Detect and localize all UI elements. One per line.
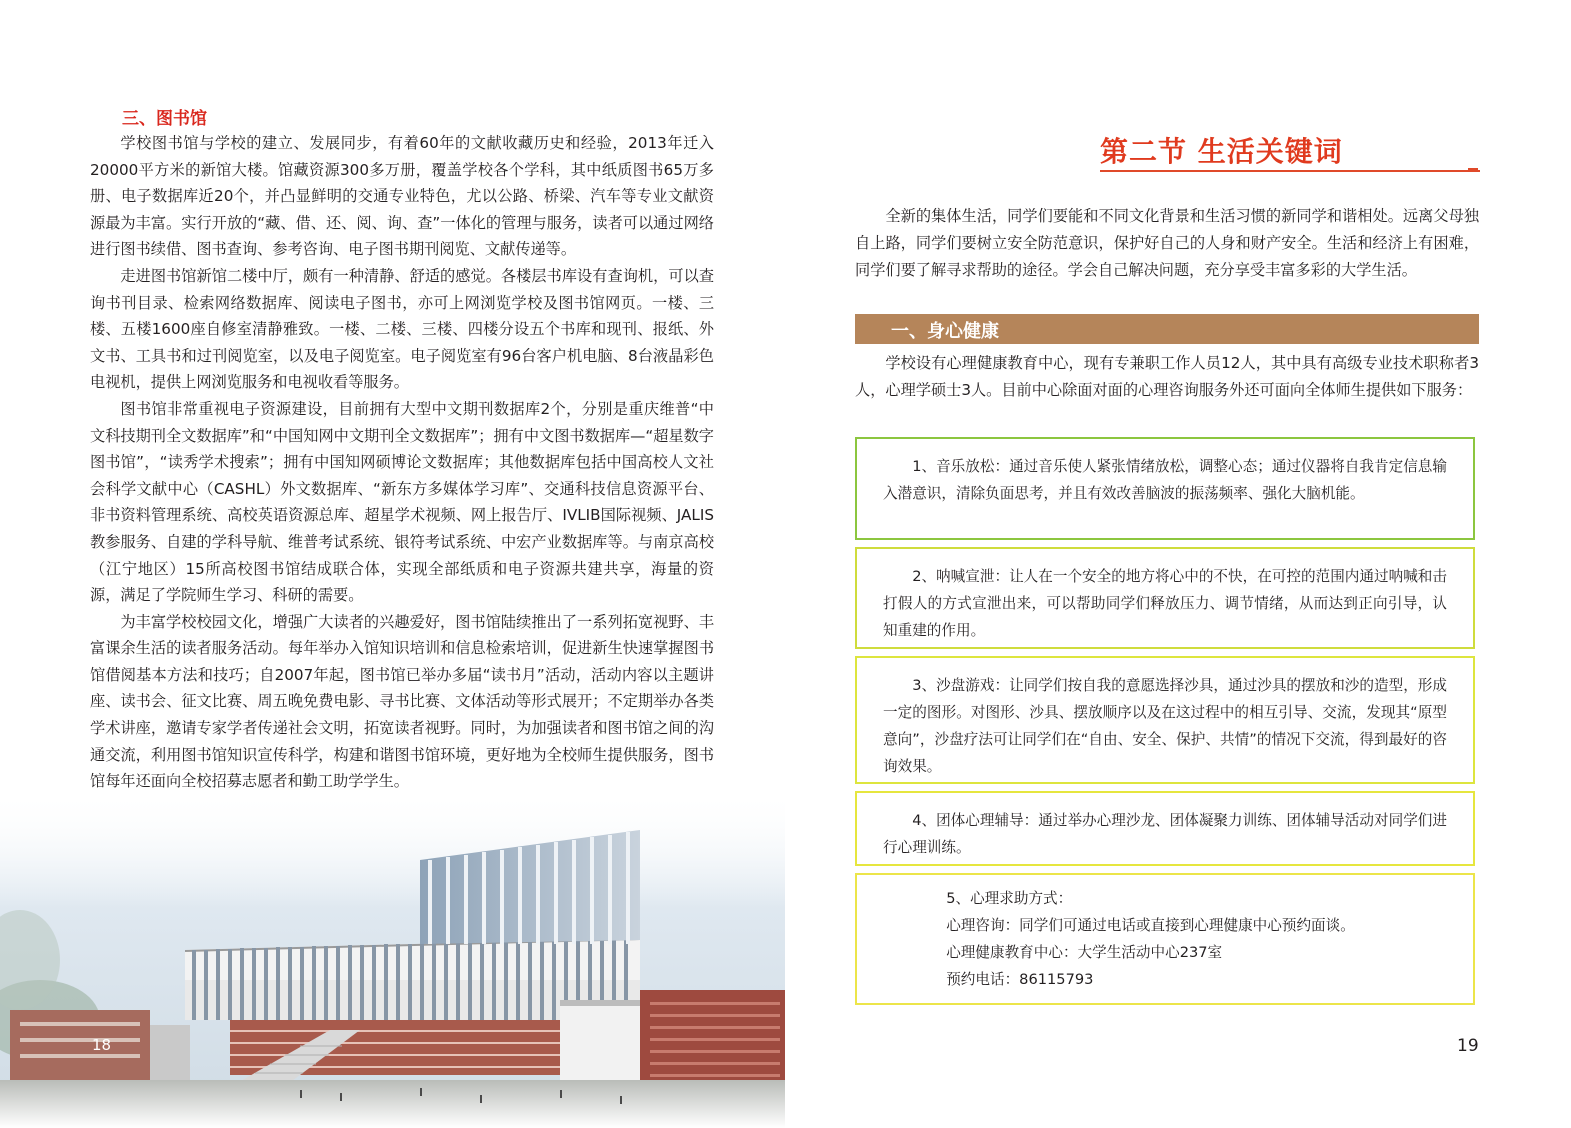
paragraph: 学校设有心理健康教育中心，现有专兼职工作人员12人，其中具有高级专业技术职称者3人，心理学硕士3人。目前中心除面对面的心理咨询服务外还可面向全体师生提供如下服务： [855, 354, 1479, 399]
right-page [785, 0, 1571, 1128]
chapter-title: 第二节 生活关键词 [1100, 135, 1343, 168]
service-text: 2、呐喊宣泄：让人在一个安全的地方将心中的不快，在可控的范围内通过呐喊和击打假人的方式宣泄出来，可以帮助同学们释放压力、调节情绪，从而达到正向引导，认知重建的作用。 [883, 568, 1447, 639]
help-consult: 心理咨询：同学们可通过电话或直接到心理健康中心预约面谈。 [946, 917, 1355, 934]
service-box-shout [855, 547, 1475, 649]
page-number: 18 [92, 1036, 112, 1054]
subsection-title: 一、身心健康 [891, 321, 999, 342]
service-box-music [855, 437, 1475, 540]
library-building-illustration [0, 790, 785, 1128]
library-text [90, 130, 714, 795]
service-text: 3、沙盘游戏：让同学们按自我的意愿选择沙具，通过沙具的摆放和沙的造型，形成一定的图形。对图形、沙具、摆放顺序以及在这过程中的相互引导、交流，发现其“原型意向”，沙盘疗法可让同学们在“自由、安全、保护、共情”的情况下交流，得到最好的咨询效果。 [883, 677, 1447, 775]
page-number: 19 [1457, 1036, 1479, 1056]
help-title: 5、心理求助方式： [946, 890, 1073, 907]
paragraph: 全新的集体生活，同学们要能和不同文化背景和生活习惯的新同学和谐相处。远离父母独自上路，同学们要树立安全防范意识，保护好自己的人身和财产安全。生活和经济上有困难，同学们要了解寻求帮助的途径。学会自己解决问题，充分享受丰富多彩的大学生活。 [855, 207, 1479, 279]
left-page [0, 0, 785, 1128]
help-phone: 预约电话：86115793 [946, 971, 1094, 988]
paragraph: 走进图书馆新馆二楼中厅，颇有一种清静、舒适的感觉。各楼层书库设有查询机，可以查询书刊目录、检索网络数据库、阅读电子图书，亦可上网浏览学校及图书馆网页。一楼、三楼、五楼1600座自修室清静雅致。一楼、二楼、三楼、四楼分设五个书库和现刊、报纸、外文书、工具书和过刊阅览室，以及电子阅览室。电子阅览室有96台客户机电脑、8台液晶彩色电视机，提供上网浏览服务和电视收看等服务。 [90, 266, 714, 392]
paragraph: 学校图书馆与学校的建立、发展同步，有着60年的文献收藏历史和经验，2013年迁入20000平方米的新馆大楼。馆藏资源300多万册，覆盖学校各个学科，其中纸质图书65万多册、电子数据库近20个，并凸显鲜明的交通专业特色，尤以公路、桥梁、汽车等专业文献资源最为丰富。实行开放的“藏、借、还、阅、询、查”一体化的管理与服务，读者可以通过网络进行图书续借、图书查询、参考咨询、电子图书期刊阅览、文献传递等。 [90, 134, 714, 259]
title-underline [1100, 170, 1480, 172]
title-underline-end [1468, 168, 1478, 172]
subsection-header [855, 314, 1479, 344]
subsection-text [855, 350, 1479, 404]
help-center: 心理健康教育中心：大学生活动中心237室 [946, 944, 1223, 961]
service-box-sandplay [855, 656, 1475, 784]
service-text: 1、音乐放松：通过音乐使人紧张情绪放松，调整心态；通过仪器将自我肯定信息输入潜意识，清除负面思考，并且有效改善脑波的振荡频率、强化大脑机能。 [883, 458, 1447, 502]
paragraph: 为丰富学校校园文化，增强广大读者的兴趣爱好，图书馆陆续推出了一系列拓宽视野、丰富课余生活的读者服务活动。每年举办入馆知识培训和信息检索培训，促进新生快速掌握图书馆借阅基本方法和技巧；自2007年起，图书馆已举办多届“读书月”活动，活动内容以主题讲座、读书会、征文比赛、周五晚免费电影、寻书比赛、文体活动等形式展开；不定期举办各类学术讲座，邀请专家学者传递社会文明，拓宽读者视野。同时，为加强读者和图书馆之间的沟通交流，利用图书馆知识宣传科学，构建和谐图书馆环境，更好地为全校师生提供服务，图书馆每年还面向全校招募志愿者和勤工助学学生。 [90, 612, 714, 791]
intro-text [855, 203, 1479, 284]
service-text: 4、团体心理辅导：通过举办心理沙龙、团体凝聚力训练、团体辅导活动对同学们进行心理训练。 [883, 812, 1447, 856]
section-title: 三、图书馆 [122, 109, 207, 129]
service-box-group [855, 791, 1475, 866]
paragraph: 图书馆非常重视电子资源建设，目前拥有大型中文期刊数据库2个，分别是重庆维普“中文科技期刊全文数据库”和“中国知网中文期刊全文数据库”；拥有中文图书数据库—“超星数字图书馆”，“读秀学术搜索”；拥有中国知网硕博论文数据库；其他数据库包括中国高校人文社会科学文献中心（CASHL）外文数据库、“新东方多媒体学习库”、交通科技信息资源平台、非书资料管理系统、高校英语资源总库、超星学术视频、网上报告厅、IVLIB国际视频、JALIS教参服务、自建的学科导航、维普考试系统、银符考试系统、中宏产业数据库等。与南京高校（江宁地区）15所高校图书馆结成联合体，实现全部纸质和电子资源共建共享，海量的资源，满足了学院师生学习、科研的需要。 [90, 399, 714, 605]
service-box-help [855, 873, 1475, 1005]
